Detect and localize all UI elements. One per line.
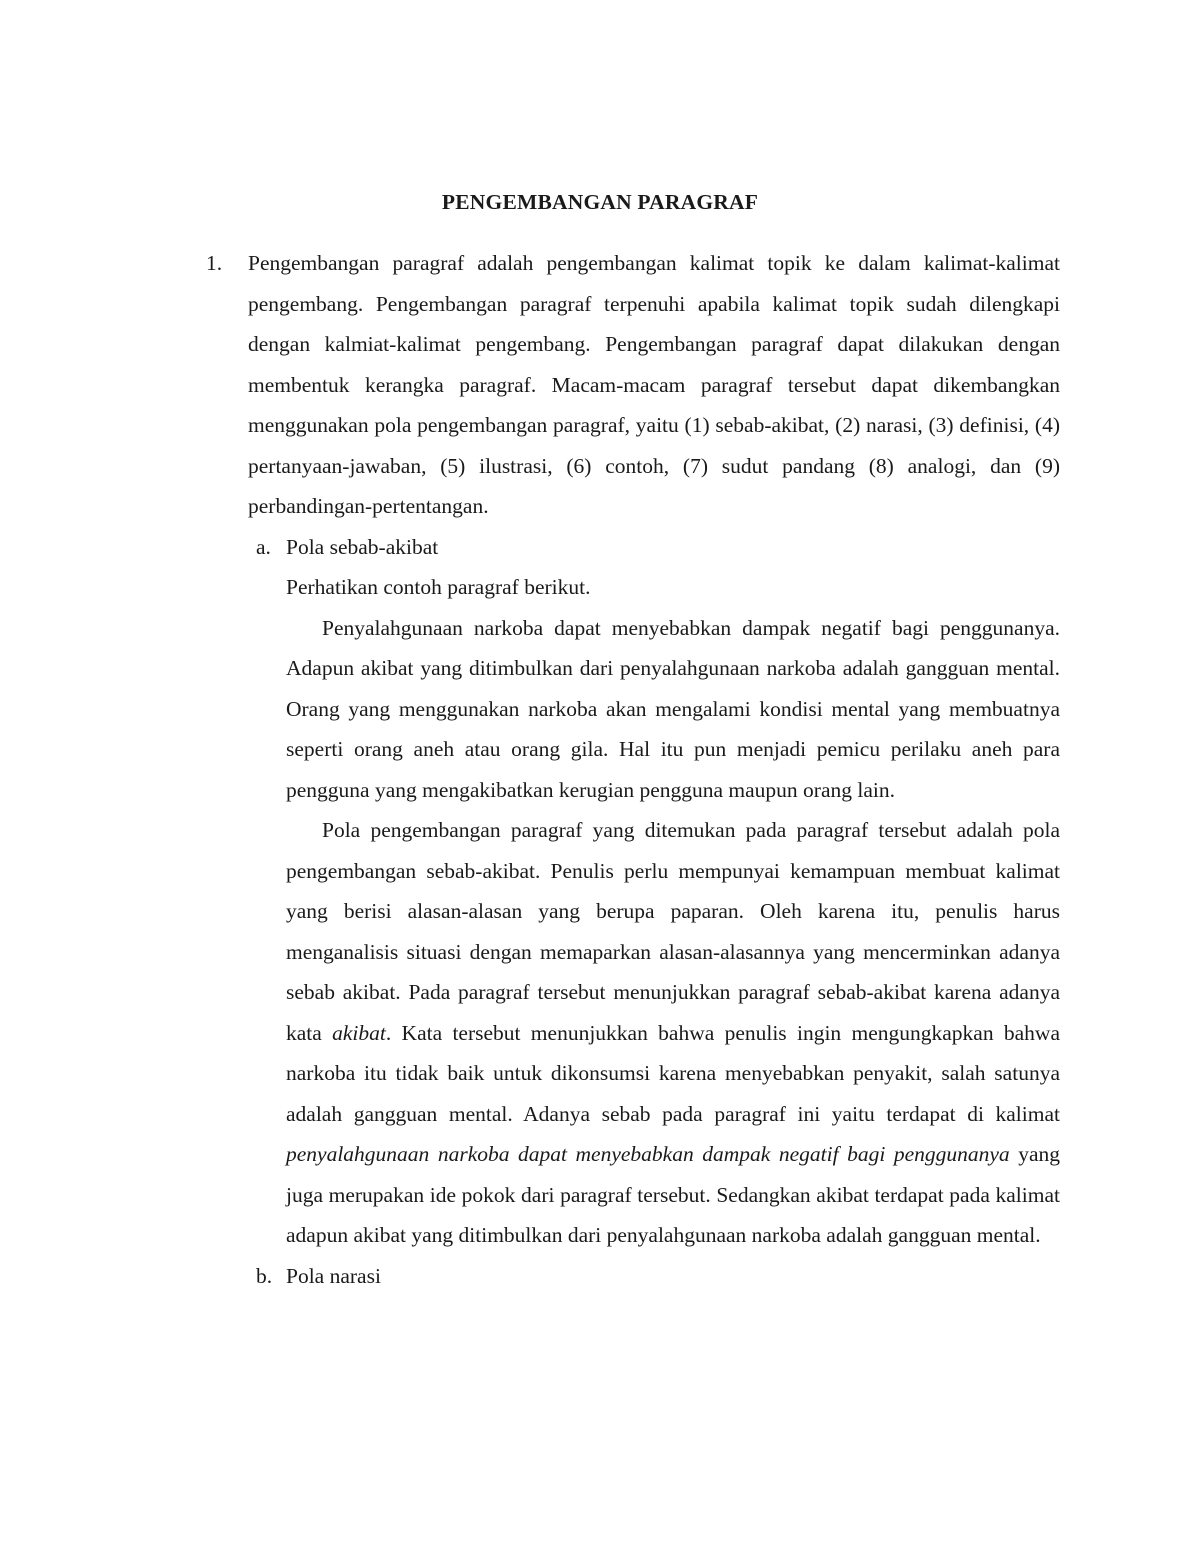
sub-item-heading: Pola narasi [286,1263,381,1288]
analysis-text: Pola pengembangan paragraf yang ditemukan pada paragraf tersebut adalah pola pengembangan sebab-akibat. Penulis perlu mempunyai kemampuan membuat kalimat yang berisi alasan-alasan yang berupa paparan. Oleh karena itu, penulis harus menganalisis situasi dengan memaparkan alasan-alasannya yang mencerminkan adanya sebab akibat. Pada paragraf tersebut menunjukkan paragraf sebab-akibat karena adanya kata [286,818,1060,1045]
analysis-paragraph [286,810,1060,1256]
sub-item-label: a. [256,534,271,559]
intro-text: Perhatikan contoh paragraf berikut. [286,575,591,599]
numbered-list [206,243,1060,1296]
page-title: PENGEMBANGAN PARAGRAF [441,190,759,214]
analysis-italic-sentence: penyalahgunaan narkoba dapat menyebabkan dampak negatif bagi penggunanya [286,1142,1010,1166]
list-item-1 [206,243,1060,1296]
analysis-italic-term: akibat [332,1020,386,1045]
example-paragraph: Penyalahgunaan narkoba dapat menyebabkan dampak negatif bagi penggunanya. Adapun akibat yang ditimbulkan dari penyalahgunaan narkoba adalah gangguan mental. Orang yang menggunakan narkoba akan mengalami kondisi mental yang membuatnya seperti orang aneh atau orang gila. Hal itu pun menjadi pemicu perilaku aneh para pengguna yang mengakibatkan kerugian pengguna maupun orang lain. [286,615,1060,802]
sub-item-heading: Pola sebab-akibat [286,534,439,559]
analysis-text: yang juga merupakan ide pokok dari paragraf tersebut. Sedangkan akibat terdapat pada kalimat adapun akibat yang ditimbulkan dari penyalahgunaan narkoba adalah gangguan mental. [286,1142,1060,1247]
analysis-text: . Kata tersebut menunjukkan bahwa penulis ingin mengungkapkan bahwa narkoba itu tidak baik untuk dikonsumsi karena menyebabkan penyakit, salah satunya adalah gangguan mental. Adanya sebab pada paragraf ini yaitu terdapat di kalimat [286,1020,1060,1126]
sub-item-label: b. [256,1263,273,1288]
list-number: 1. [206,251,223,275]
list-item-text: Pengembangan paragraf adalah pengembangan kalimat topik ke dalam kalimat-kalimat pengembang. Pengembangan paragraf terpenuhi apabila kalimat topik sudah dilengkapi dengan kalmiat-kalimat pengembang. Pengembangan paragraf dapat dilakukan dengan membentuk kerangka paragraf. Macam-macam paragraf tersebut dapat dikembangkan menggunakan pola pengembangan paragraf, yaitu (1) sebab-akibat, (2) narasi, (3) definisi, (4) pertanyaan-jawaban, (5) ilustrasi, (6) contoh, (7) sudut pandang (8) analogi, dan (9) perbandingan-pertentangan. [248,251,1060,518]
sub-item-b [248,1256,1060,1297]
sub-item-body [286,567,1060,1256]
sub-item-a [248,527,1060,1256]
